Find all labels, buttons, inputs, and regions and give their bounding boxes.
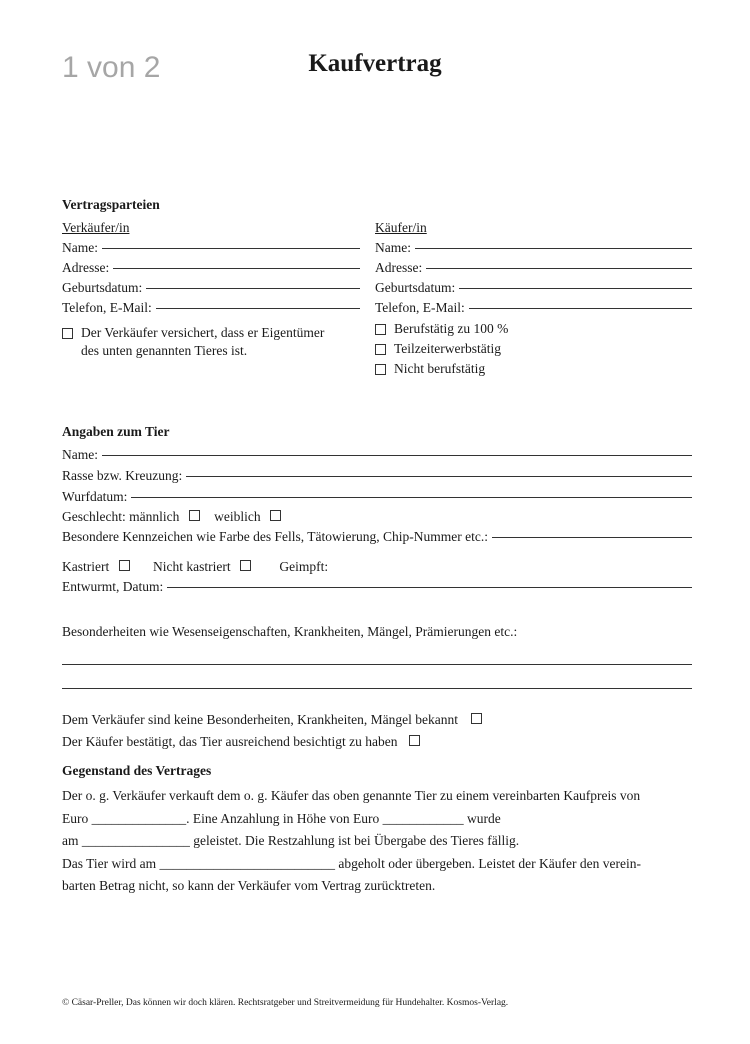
buyer-address-field[interactable] xyxy=(375,259,692,277)
buyer-option-fulltime[interactable]: Berufstätig zu 100 % xyxy=(375,320,508,338)
particularities-line-2[interactable] xyxy=(62,688,692,689)
document-title: Kaufvertrag xyxy=(308,50,442,77)
field-label: Wurfdatum: xyxy=(62,489,128,504)
seller-name-field[interactable] xyxy=(62,239,360,257)
field-label: Adresse: xyxy=(62,260,110,275)
neutered-checkbox[interactable] xyxy=(119,560,130,571)
male-checkbox[interactable] xyxy=(189,510,200,521)
page-number: 1 von 2 xyxy=(62,51,161,84)
buyer-contact-field[interactable] xyxy=(375,299,692,317)
subject-paragraph: Der o. g. Verkäufer verkauft dem o. g. Käufer das oben genannte Tier zu einem vereinbarten Kaufpreis von Euro ______________. Eine Anzahlung in Höhe von Euro ____________ wurde am ________________ geleistet. Die Restzahlung ist bei Übergabe des Tieres fällig. Das Tier wird am __________________________ abgeholt oder übergeben. Leistet der Käufer den verein- barten Betrag nicht, so kann der Verkäufer vom Vertrag zurücktreten. xyxy=(62,788,641,893)
sex-row: Geschlecht: männlich weiblich xyxy=(62,508,281,526)
female-checkbox[interactable] xyxy=(270,510,281,521)
animal-breed-field[interactable] xyxy=(62,467,692,485)
seller-contact-field[interactable] xyxy=(62,299,360,317)
field-label: Rasse bzw. Kreuzung: xyxy=(62,468,183,483)
vaccinated-label: Geimpft: xyxy=(279,559,329,574)
dewormed-field[interactable] xyxy=(62,578,692,596)
particularities-label: Besonderheiten wie Wesenseigenschaften, Krankheiten, Mängel, Prämierungen etc.: xyxy=(62,624,518,639)
parties-heading: Vertragsparteien xyxy=(62,197,160,212)
field-label: Name: xyxy=(375,240,411,255)
animal-heading: Angaben zum Tier xyxy=(62,424,170,439)
buyer-option-parttime[interactable]: Teilzeiterwerbstätig xyxy=(375,340,501,358)
field-label: Name: xyxy=(62,447,98,462)
owner-checkbox[interactable] xyxy=(62,328,73,339)
seller-declaration-row: Dem Verkäufer sind keine Besonderheiten, Krankheiten, Mängel bekannt xyxy=(62,711,482,729)
seller-declaration-checkbox[interactable] xyxy=(471,713,482,724)
owner-checkbox-text: Der Verkäufer versichert, dass er Eigentümer des unten genannten Tieres ist. xyxy=(81,325,325,358)
field-label: Name: xyxy=(62,240,98,255)
animal-name-field[interactable] xyxy=(62,446,692,464)
buyer-heading: Käufer/in xyxy=(375,220,427,235)
buyer-declaration-checkbox[interactable] xyxy=(409,735,420,746)
seller-birthdate-field[interactable] xyxy=(62,279,360,297)
not-neutered-checkbox[interactable] xyxy=(240,560,251,571)
seller-address-field[interactable] xyxy=(62,259,360,277)
animal-marks-field[interactable] xyxy=(62,528,692,546)
field-label: Geburtsdatum: xyxy=(375,280,456,295)
checkbox[interactable] xyxy=(375,364,386,375)
checkbox[interactable] xyxy=(375,344,386,355)
buyer-birthdate-field[interactable] xyxy=(375,279,692,297)
seller-heading: Verkäufer/in xyxy=(62,220,130,235)
field-label: Telefon, E-Mail: xyxy=(375,300,465,315)
animal-birth-field[interactable] xyxy=(62,488,692,506)
field-label: Besondere Kennzeichen wie Farbe des Fells, Tätowierung, Chip-Nummer etc.: xyxy=(62,529,489,544)
field-label: Adresse: xyxy=(375,260,423,275)
field-label: Entwurmt, Datum: xyxy=(62,579,164,594)
checkbox[interactable] xyxy=(375,324,386,335)
footer-copyright: © Cäsar-Preller, Das können wir doch klären. Rechtsratgeber und Streitvermeidung für Hundehalter. Kosmos-Verlag. xyxy=(62,998,509,1008)
buyer-option-unemployed[interactable]: Nicht berufstätig xyxy=(375,360,485,378)
field-label: Geburtsdatum: xyxy=(62,280,143,295)
subject-heading: Gegenstand des Vertrages xyxy=(62,763,212,778)
buyer-declaration-row: Der Käufer bestätigt, das Tier ausreichend besichtigt zu haben xyxy=(62,733,420,751)
buyer-name-field[interactable] xyxy=(375,239,692,257)
seller-owner-checkbox-row[interactable] xyxy=(62,324,362,360)
particularities-line-1[interactable] xyxy=(62,664,692,665)
field-label: Telefon, E-Mail: xyxy=(62,300,152,315)
neuter-row: Kastriert Nicht kastriert Geimpft: xyxy=(62,559,329,574)
